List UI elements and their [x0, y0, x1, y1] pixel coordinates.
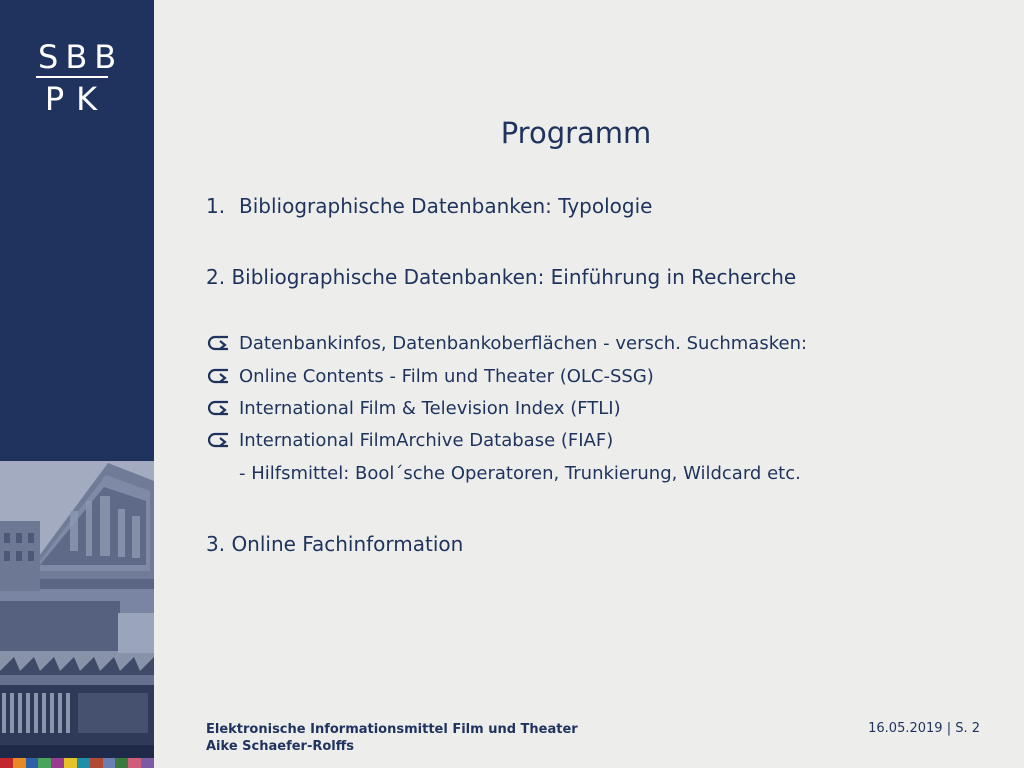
- hook-arrow-icon: [206, 399, 230, 417]
- color-strip-segment: [13, 758, 26, 768]
- agenda-item-3: 3. Online Fachinformation: [206, 532, 464, 556]
- logo-top-text: SBB: [38, 38, 124, 76]
- color-strip-segment: [103, 758, 116, 768]
- color-strip-segment: [115, 758, 128, 768]
- color-strip-segment: [90, 758, 103, 768]
- color-strip-segment: [77, 758, 90, 768]
- bullet-text: International FilmArchive Database (FIAF): [239, 430, 614, 451]
- footer-left: [206, 721, 578, 755]
- footer-author: Aike Schaefer-Rolffs: [206, 739, 355, 754]
- bullet-text: Online Contents - Film und Theater (OLC-SSG): [239, 366, 654, 387]
- subline-text: - Hilfsmittel: Bool´sche Operatoren, Trunkierung, Wildcard etc.: [239, 463, 801, 484]
- sbb-pk-logo: [32, 38, 124, 118]
- logo-bottom-text: PK: [44, 80, 110, 118]
- color-strip: [0, 758, 154, 768]
- color-strip-segment: [128, 758, 141, 768]
- agenda-item-1-text: Bibliographische Datenbanken: Typologie: [239, 194, 653, 218]
- color-strip-segment: [0, 758, 13, 768]
- color-strip-segment: [141, 758, 154, 768]
- logo-rule: [36, 76, 108, 78]
- hook-arrow-icon: [206, 334, 230, 352]
- agenda-item-1-number: 1.: [206, 194, 226, 218]
- color-strip-segment: [38, 758, 51, 768]
- slide-title: Programm: [500, 116, 652, 150]
- footer-date-page: 16.05.2019 | S. 2: [868, 721, 980, 736]
- bullet-text: International Film & Television Index (FTLI): [239, 398, 621, 419]
- bullet-text: Datenbankinfos, Datenbankoberflächen - versch. Suchmasken:: [239, 333, 808, 354]
- hook-arrow-icon: [206, 367, 230, 385]
- agenda-item-2: 2. Bibliographische Datenbanken: Einführung in Recherche: [206, 265, 797, 289]
- agenda-item-1: [206, 194, 652, 218]
- sidebar: [0, 0, 154, 768]
- color-strip-segment: [26, 758, 39, 768]
- color-strip-segment: [64, 758, 77, 768]
- color-strip-segment: [51, 758, 64, 768]
- building-photo: [0, 461, 154, 758]
- hook-arrow-icon: [206, 431, 230, 449]
- footer-course-title: Elektronische Informationsmittel Film und Theater: [206, 722, 578, 737]
